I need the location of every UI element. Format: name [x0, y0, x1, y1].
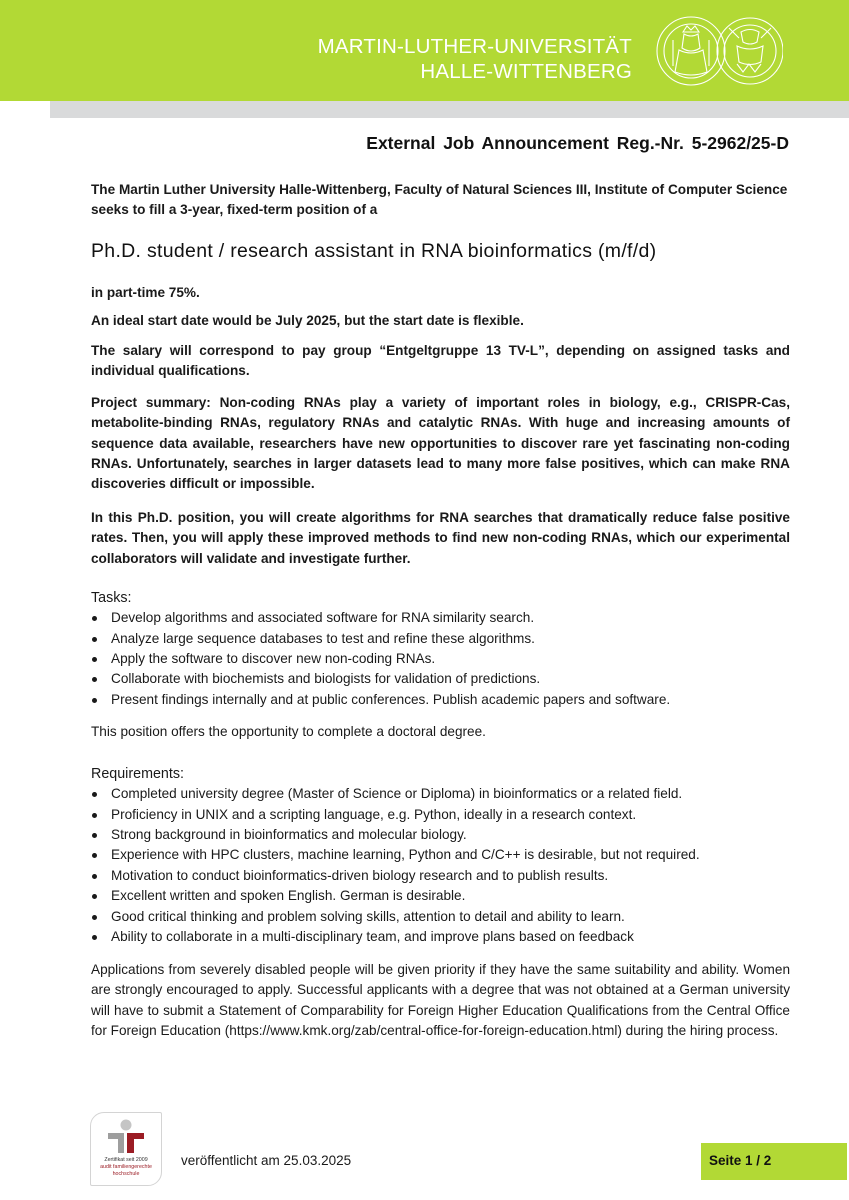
bullet-icon: [92, 853, 97, 858]
list-item: Good critical thinking and problem solving skills, attention to detail and ability to learn.: [91, 907, 790, 927]
requirements-section: [91, 764, 790, 947]
bullet-icon: [92, 894, 97, 899]
project-summary-paragraph: [91, 393, 790, 494]
list-item: Present findings internally and at public conferences. Publish academic papers and software.: [91, 690, 790, 710]
bullet-icon: [92, 637, 97, 642]
bullet-icon: [92, 657, 97, 662]
logo-text-line1: Zertifikat seit 2009: [104, 1157, 148, 1163]
list-item: Excellent written and spoken English. German is desirable.: [91, 886, 790, 906]
list-item: Motivation to conduct bioinformatics-driven biology research and to publish results.: [91, 866, 790, 886]
bullet-icon: [92, 935, 97, 940]
logo-text-line3: hochschule: [112, 1171, 140, 1177]
project-summary-text: : Non-coding RNAs play a variety of important roles in biology, e.g., CRISPR-Cas, metabolite-binding RNAs, regulatory RNAs and catalytic RNAs. With huge and increasing amounts of sequence data available, researchers have new opportunities to discover rare yet fascinating non-coding RNAs. Unfortunately, searches in larger datasets lead to many more false positives, which can make RNA discoveries difficult or impossible.: [91, 395, 790, 492]
university-name-line1: MARTIN-LUTHER-UNIVERSITÄT: [317, 35, 632, 58]
bullet-icon: [92, 833, 97, 838]
requirements-heading: Requirements:: [91, 766, 184, 782]
university-name: [318, 34, 632, 84]
header-band: [0, 0, 849, 101]
closing-paragraph: Applications from severely disabled people will be given priority if they have the same suitability and ability. Women are strongly encouraged to apply. Successful applicants with a degree that was not obtained at a German university will have to submit a Statement of Comparability for Foreign Higher Education Qualifications from the Central Office for Foreign Education (https://www.kmk.org/zab/central-office-for-foreign-education.html) during the hiring process.: [91, 962, 790, 1038]
bullet-icon: [92, 792, 97, 797]
doctoral-note: This position offers the opportunity to complete a doctoral degree.: [91, 724, 486, 739]
published-date: veröffentlicht am 25.03.2025: [181, 1153, 352, 1168]
list-item: Strong background in bioinformatics and molecular biology.: [91, 825, 790, 845]
page-title: External Job Announcement Reg.-Nr. 5-2962/25-D: [366, 133, 789, 153]
project-summary-label: Project summary: [91, 395, 207, 410]
list-item: Analyze large sequence databases to test and refine these algorithms.: [91, 629, 790, 649]
bullet-icon: [92, 677, 97, 682]
tasks-section: [91, 588, 790, 710]
list-item: Ability to collaborate in a multi-disciplinary team, and improve plans based on feedback: [91, 927, 790, 947]
page-number: Seite 1 / 2: [709, 1153, 772, 1168]
bullet-icon: [92, 915, 97, 920]
header-grey-bar: [50, 101, 849, 118]
logo-text-line2: audit familiengerechte: [100, 1164, 152, 1170]
start-date-text: An ideal start date would be July 2025, but the start date is flexible.: [91, 313, 524, 328]
part-time-text: in part-time 75%.: [91, 285, 200, 300]
requirements-list: [91, 784, 790, 947]
list-item: Experience with HPC clusters, machine learning, Python and C/C++ is desirable, but not required.: [91, 845, 790, 865]
audit-logo-icon: [106, 1119, 146, 1155]
list-item: Completed university degree (Master of Science or Diploma) in bioinformatics or a related field.: [91, 784, 790, 804]
salary-text: The salary will correspond to pay group “Entgeltgruppe 13 TV-L”, depending on assigned tasks and individual qualifications.: [91, 343, 790, 379]
page-indicator: [701, 1143, 847, 1180]
tasks-heading: Tasks:: [91, 590, 132, 606]
job-title: Ph.D. student / research assistant in RNA bioinformatics (m/f/d): [91, 240, 657, 262]
bullet-icon: [92, 874, 97, 879]
bullet-icon: [92, 698, 97, 703]
bullet-icon: [92, 616, 97, 621]
university-name-line2: HALLE-WITTENBERG: [420, 60, 632, 83]
list-item: Apply the software to discover new non-coding RNAs.: [91, 649, 790, 669]
list-item: Proficiency in UNIX and a scripting language, e.g. Python, ideally in a research context.: [91, 805, 790, 825]
university-seals-icon: [653, 10, 783, 92]
position-paragraph: In this Ph.D. position, you will create algorithms for RNA searches that dramatically reduce false positive rates. Then, you will apply these improved methods to find new non-coding RNAs, which our experimental collaborators will validate and investigate further.: [91, 510, 790, 566]
bullet-icon: [92, 813, 97, 818]
list-item: Collaborate with biochemists and biologists for validation of predictions.: [91, 669, 790, 689]
list-item: Develop algorithms and associated software for RNA similarity search.: [91, 608, 790, 628]
intro-paragraph: The Martin Luther University Halle-Wittenberg, Faculty of Natural Sciences III, Institute of Computer Science seeks to fill a 3-year, fixed-term position of a: [91, 182, 788, 218]
tasks-list: [91, 608, 790, 710]
family-friendly-certificate-logo: [90, 1112, 162, 1186]
